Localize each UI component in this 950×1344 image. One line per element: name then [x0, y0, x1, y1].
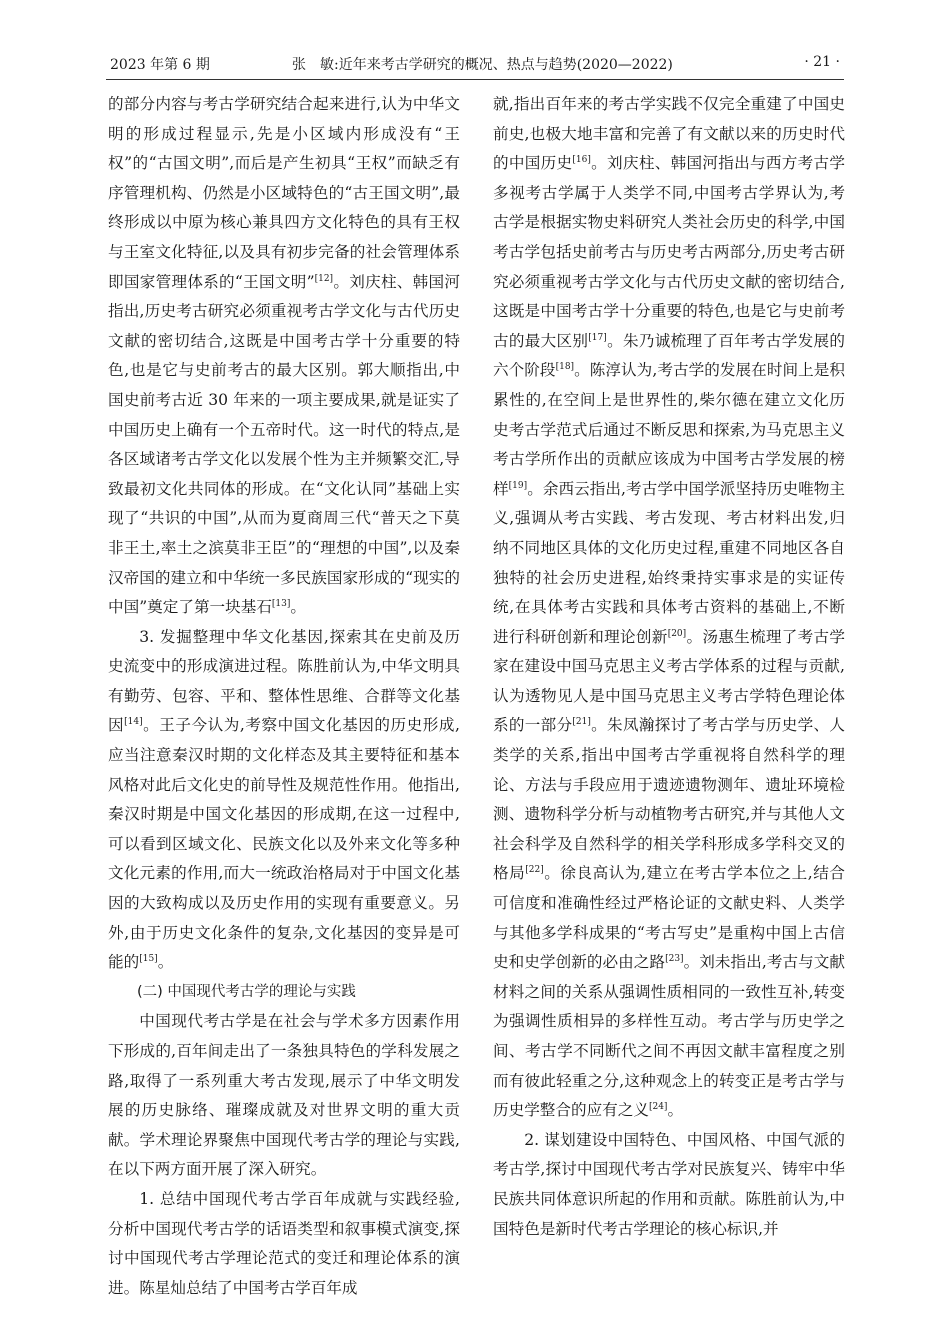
text-run: 。刘未指出,考古与文献材料之间的关系从强调性质相同的一致性互补,转变为强调性质相异的多样性互动。考古学与历史学之间、考古学不同断代之间不再因文献丰富程度之别而有彼此轻重之分,这种观念上的转变正是考古学与历史学整合的应有之义 [493, 953, 845, 1120]
paragraph: 2. 谋划建设中国特色、中国风格、中国气派的考古学,探讨中国现代考古学对民族复兴、铸牢中华民族共同体意识所起的作用和贡献。陈胜前认为,中国特色是新时代考古学理论的核心标识,并 [493, 1130, 845, 1238]
running-header [108, 50, 842, 76]
text-run: 就,指出百年来的考古学实践不仅完全重建了中国史前史,也极大地丰富和完善了有文献以来的历史时代的中国历史 [493, 95, 845, 173]
text-run: 。朱乃诚梳理了百年考古学发展的六个阶段 [493, 331, 845, 380]
citation: [21] [572, 717, 591, 728]
paragraph [108, 90, 460, 623]
paragraph [108, 623, 460, 978]
citation: [24] [648, 1102, 668, 1112]
right-column [493, 90, 845, 1244]
text-run: 。王子今认为,考察中国文化基因的历史形成,应当注意秦汉时期的文化样态及其主要特征和基本风格对此后文化史的前导性及规范性作用。他指出,秦汉时期是中国文化基因的形成期,在这一过程中,可以看到区域文化、民族文化以及外来文化等多种文化元素的作用,而大一统政治格局对于中国文化基因的大致构成以及历史作用的实现有重要意义。另外,由于历史文化条件的复杂,文化基因的变异是可能的 [108, 716, 460, 972]
left-column [108, 90, 460, 1303]
text-run: 。 [667, 1101, 684, 1120]
text-run: 。 [157, 953, 174, 972]
header-rule [106, 79, 844, 80]
citation: [22] [525, 865, 544, 876]
running-title: 张 敏:近年来考古学研究的概况、热点与趋势(2020—2022) [292, 57, 673, 73]
page-number: · 21 · [804, 54, 840, 70]
text-run: 。刘庆柱、韩国河指出与西方考古学多视考古学属于人类学不同,中国考古学界认为,考古学是根据实物史料研究人类社会历史的科学,中国考古学包括史前考古与历史考古两部分,历史考古研究必须重视考古学文化与古代历史文献的密切结合,这既是中国考古学十分重要的特色,也是它与史前考古的最大区别 [493, 154, 845, 350]
citation: [18] [555, 362, 575, 373]
text-run: 。 [290, 598, 307, 617]
text-run: 3. 发掘整理中华文化基因,探索其在史前及历史流变中的形成演进过程。陈胜前认为,中华文明具有勤劳、包容、平和、整体性思维、合群等文化基因 [108, 627, 460, 735]
journal-issue: 2023 年第 6 期 [110, 57, 210, 73]
citation: [15] [139, 954, 158, 965]
citation: [16] [572, 155, 591, 165]
paragraph: 中国现代考古学是在社会与学术多方因素作用下形成的,百年间走出了一条独具特色的学科发展之路,取得了一系列重大考古发现,展示了中华文明发展的历史脉络、璀璨成就及对世界文明的重大贡献。学术理论界聚焦中国现代考古学的理论与实践,在以下两方面开展了深入研究。 [108, 1012, 460, 1179]
citation: [12] [314, 273, 334, 284]
text-run: 。陈淳认为,考古学的发展在时间上是积累性的,在空间上是世界性的,柴尔德在建立文化历史考古学范式后通过不断反思和探索,为马克思主义考古学所作出的贡献应该成为中国考古学发展的榜样 [493, 361, 845, 498]
text-run: 。余西云指出,考古学中国学派坚持历史唯物主义,强调从考古实践、考古发现、考古材料出发,归纳不同地区具体的文化历史过程,重建不同地区各自独特的社会历史进程,始终秉持实事求是的实证传统,在具体考古实践和具体考古资料的基础上,不断进行科研创新和理论创新 [493, 479, 845, 646]
citation: [14] [124, 717, 143, 728]
citation: [23] [665, 954, 684, 965]
citation: [17] [588, 332, 607, 343]
text-run: 。徐良高认为,建立在考古学本位之上,结合可信度和准确性经过严格论证的文献史料、人类学与其他多学科成果的“考古写史”是重构中国上古信史和史学创新的必由之路 [493, 864, 845, 972]
text-run: 。汤惠生梳理了考古学家在建设中国马克思主义考古学体系的过程与贡献,认为透物见人是中国马克思主义考古学特色理论体系的一部分 [493, 627, 845, 735]
citation: [19] [508, 480, 528, 491]
paragraph [493, 90, 845, 1126]
citation: [13] [271, 598, 291, 609]
section-heading: (二) 中国现代考古学的理论与实践 [137, 983, 356, 1000]
text-run: 。朱凤瀚探讨了考古学与历史学、人类学的关系,指出中国考古学重视将自然科学的理论、方法与手段应用于遗迹遗物测年、遗址环境检测、遗物科学分析与动植物考古研究,并与其他人文社会科学及自然科学的相关学科形成多学科交叉的格局 [493, 716, 845, 883]
text-run: 的部分内容与考古学研究结合起来进行,认为中华文明的形成过程显示,先是小区域内形成没有“王权”的“古国文明”,而后是产生初具“王权”而缺乏有序管理机构、仍然是小区域特色的“古王国文明”,最终形成以中原为核心兼具四方文化特色的具有王权与王室文化特征,以及具有初步完备的社会管理体系即国家管理体系的“王国文明” [108, 95, 460, 291]
text-run: 。刘庆柱、韩国河指出,历史考古研究必须重视考古学文化与古代历史文献的密切结合,这既是中国考古学十分重要的特色,也是它与史前考古的最大区别。郭大顺指出,中国史前考古近 30 年来的一项主要成果,就是证实了中国历史上确有一个五帝时代。这一时代的特点,是各区域诸考古学文化以发展个性为主并频繁交汇,导致最初文化共同体的形成。在“文化认同”基础上实现了“共识的中国”,从而为夏商周三代“普天之下莫非王土,率土之滨莫非王臣”的“理想的中国”,以及秦汉帝国的建立和中华统一多民族国家形成的“现实的中国”奠定了第一块基石 [108, 272, 460, 617]
citation: [20] [667, 628, 687, 639]
paragraph: 1. 总结中国现代考古学百年成就与实践经验,分析中国现代考古学的话语类型和叙事模式演变,探讨中国现代考古学理论范式的变迁和理论体系的演进。陈星灿总结了中国考古学百年成 [108, 1189, 460, 1297]
